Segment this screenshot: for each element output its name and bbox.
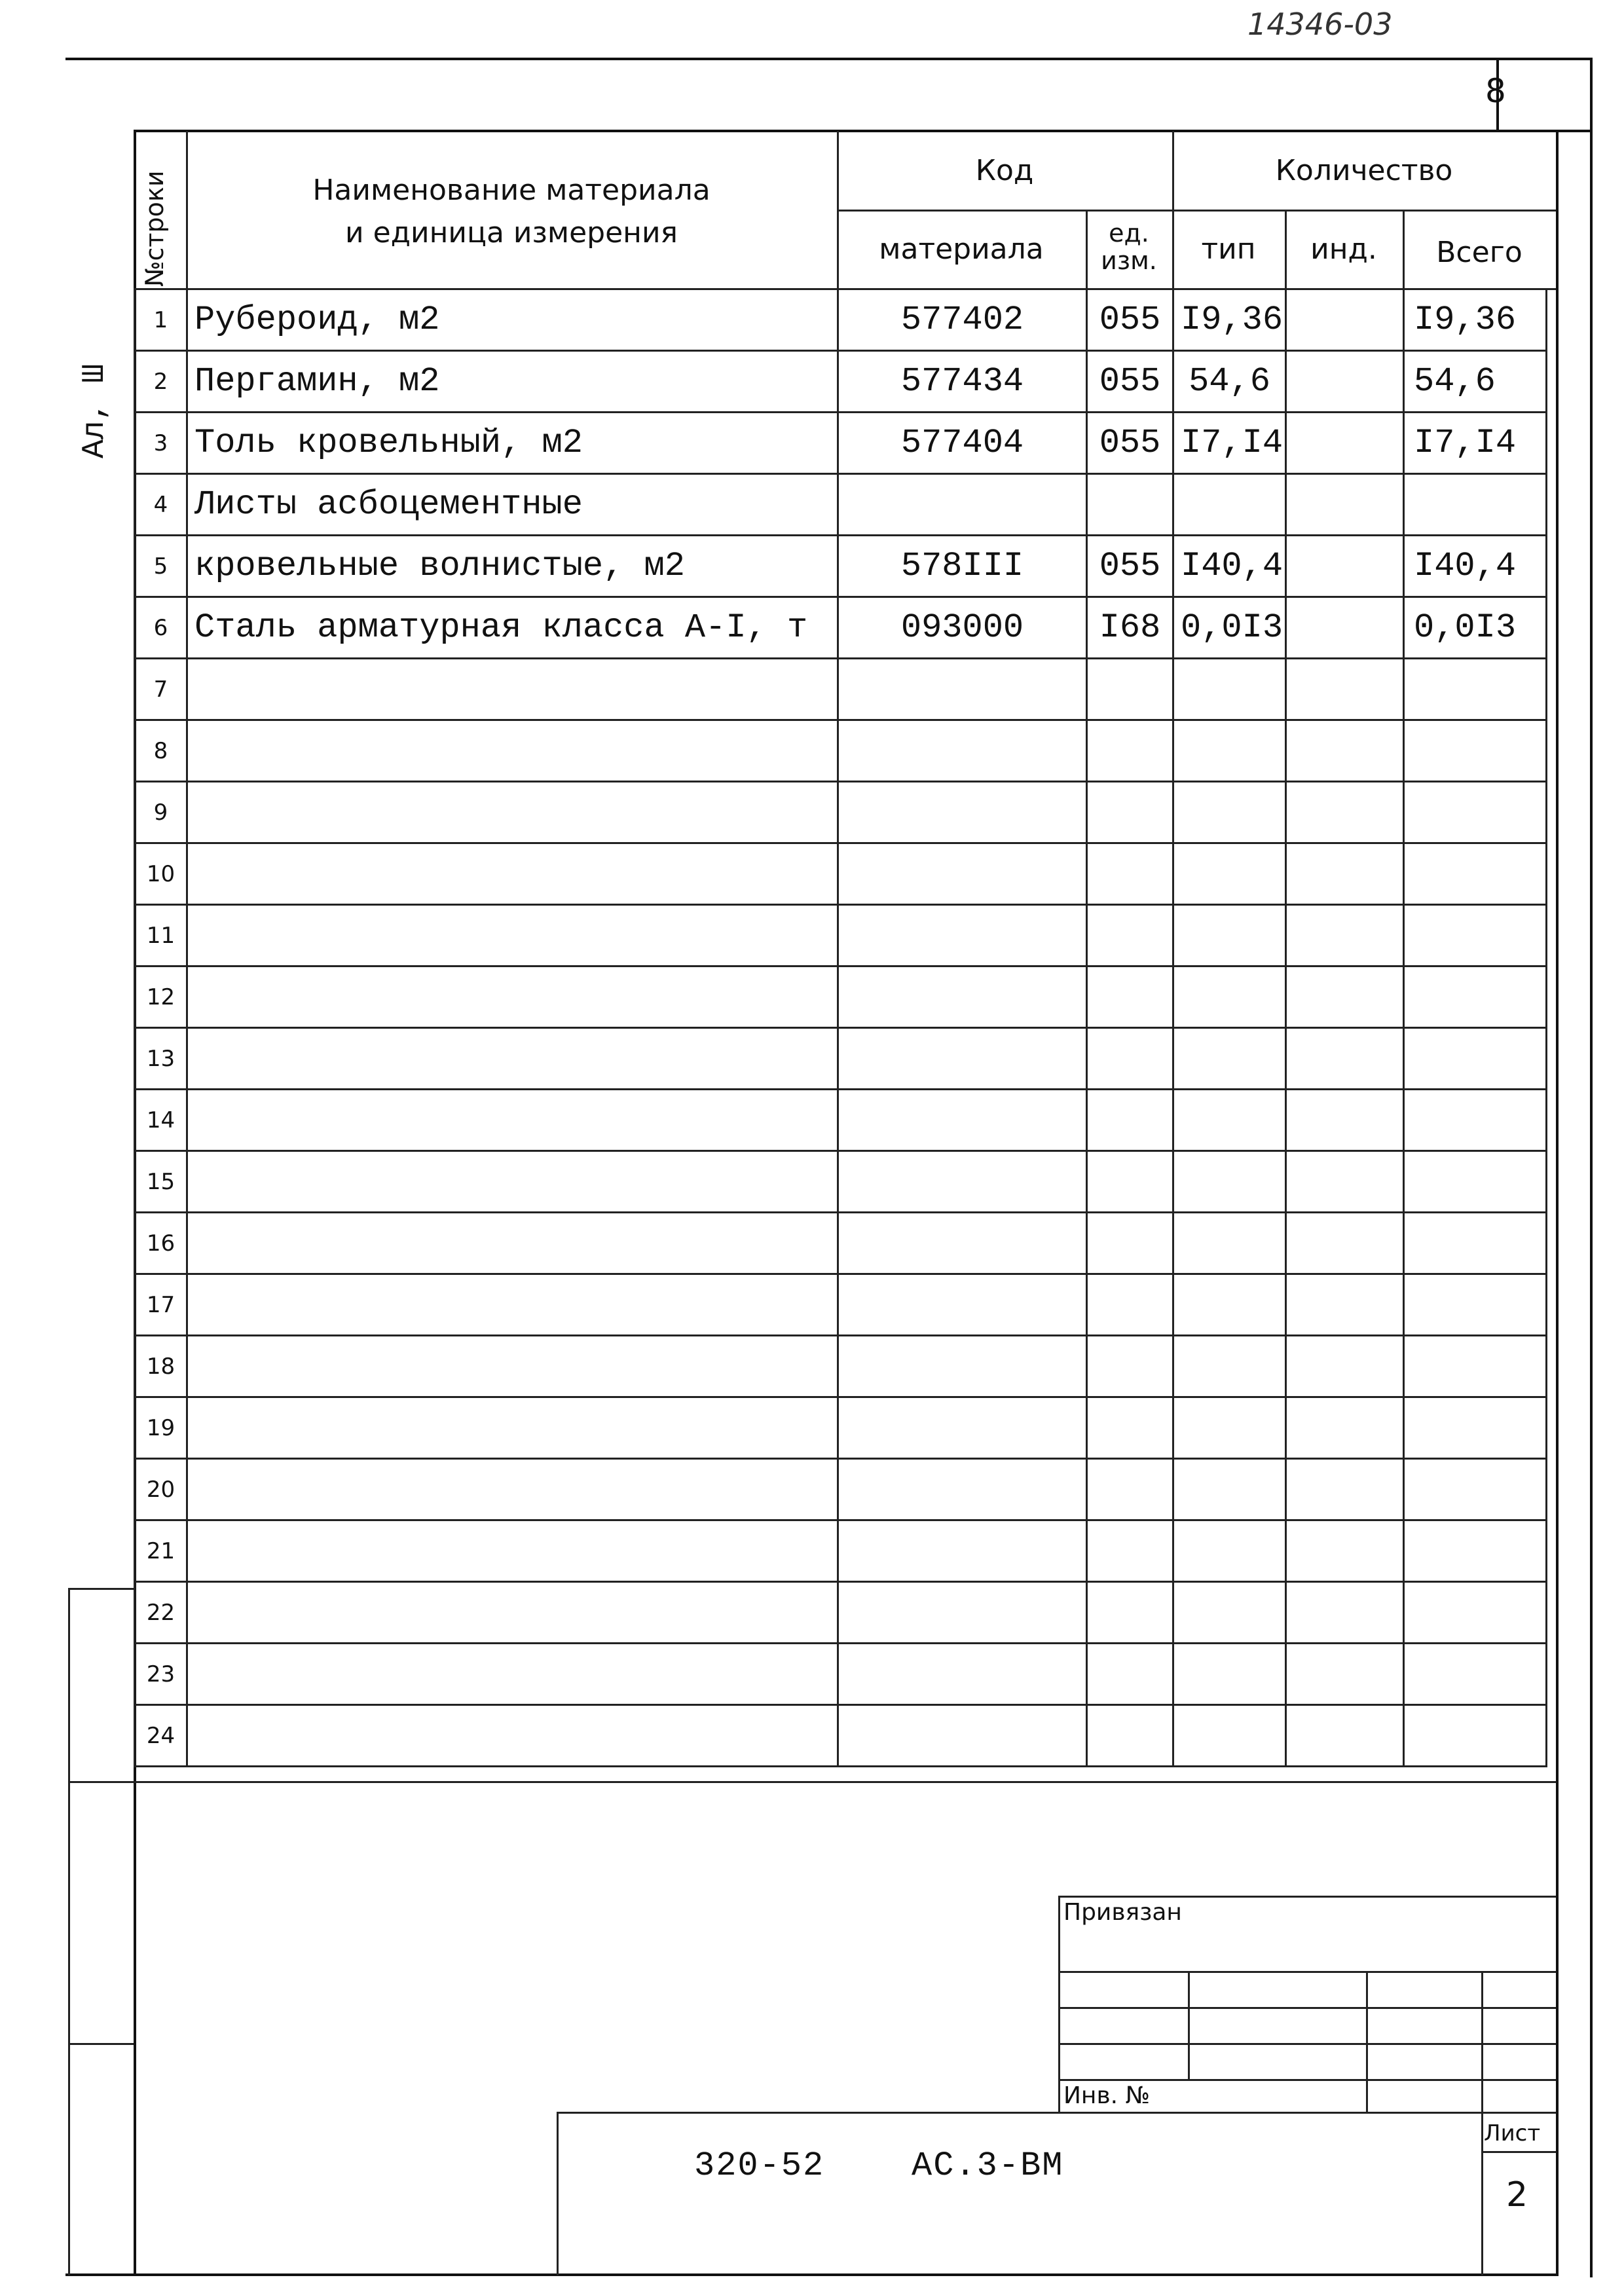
material-code-cell: 577404: [838, 413, 1087, 474]
row-number-cell: 21: [135, 1520, 187, 1582]
header-code-material: материала: [879, 232, 1044, 266]
qty-ind-cell: [1286, 351, 1404, 413]
frame-bottom-line: [65, 2273, 1559, 2276]
qty-total-cell: [1404, 720, 1547, 782]
header-qty-type: тип: [1201, 232, 1256, 266]
header-name-line2: и единица измерения: [344, 216, 678, 249]
table-row: [135, 1151, 1547, 1213]
row-number-cell: 10: [135, 843, 187, 905]
sheet-label: Лист: [1484, 2120, 1541, 2146]
side-mark: Ал, Ш: [77, 363, 113, 458]
qty-type-cell: [1173, 1705, 1286, 1767]
qty-type-cell: [1173, 1644, 1286, 1705]
table-row: [135, 1028, 1547, 1090]
table-row: [135, 1520, 1547, 1582]
row-number-cell: 18: [135, 1336, 187, 1397]
sheet-number-top: 8: [1485, 72, 1506, 110]
qty-ind-cell: [1286, 843, 1404, 905]
header-qty-ind: инд.: [1310, 232, 1377, 266]
left-strip-mid2: [68, 2043, 134, 2045]
material-code-cell: 577402: [838, 289, 1087, 351]
material-code-cell: [838, 966, 1087, 1028]
qty-total-cell: I9,36: [1404, 289, 1547, 351]
material-code-cell: [838, 1151, 1087, 1213]
header-qty-group: Количество: [1275, 154, 1453, 187]
row-number-cell: 6: [135, 597, 187, 659]
qty-total-cell: [1404, 1705, 1547, 1767]
sheet-value: 2: [1506, 2175, 1528, 2215]
qty-total-cell: [1404, 659, 1547, 720]
qty-total-cell: [1404, 905, 1547, 966]
material-name-cell: кровельные волнистые, м2: [187, 536, 838, 597]
unit-code-cell: [1087, 1274, 1173, 1336]
qty-ind-cell: [1286, 966, 1404, 1028]
stamp-col-2: [1366, 1971, 1368, 2112]
unit-code-cell: [1087, 1582, 1173, 1644]
qty-type-cell: [1173, 1520, 1286, 1582]
qty-type-cell: [1173, 474, 1286, 536]
qty-total-cell: [1404, 1459, 1547, 1520]
row-number-cell: 4: [135, 474, 187, 536]
qty-total-cell: [1404, 1582, 1547, 1644]
material-name-cell: Сталь арматурная класса А-I, т: [187, 597, 838, 659]
qty-total-cell: [1404, 843, 1547, 905]
qty-ind-cell: [1286, 597, 1404, 659]
material-name-cell: Пергамин, м2: [187, 351, 838, 413]
qty-total-cell: I7,I4: [1404, 413, 1547, 474]
sheet-box-bottom: [134, 130, 1591, 132]
qty-total-cell: [1404, 1397, 1547, 1459]
material-code-cell: [838, 1520, 1087, 1582]
qty-ind-cell: [1286, 1582, 1404, 1644]
unit-code-cell: [1087, 720, 1173, 782]
header-code-divider: [1086, 210, 1088, 289]
table-row: [135, 782, 1547, 843]
material-code-cell: [838, 1397, 1087, 1459]
header-code-group: Код: [975, 154, 1034, 187]
material-name-cell: [187, 1644, 838, 1705]
unit-code-cell: [1087, 782, 1173, 843]
material-code-cell: 577434: [838, 351, 1087, 413]
qty-ind-cell: [1286, 1213, 1404, 1274]
table-row: [135, 966, 1547, 1028]
table-row: [135, 536, 1547, 597]
table-row: [135, 1336, 1547, 1397]
unit-code-cell: [1087, 905, 1173, 966]
material-name-cell: [187, 1274, 838, 1336]
header-sub-line: [837, 210, 1556, 212]
header-name-line1: Наименование материала: [312, 174, 710, 207]
table-row: [135, 1090, 1547, 1151]
material-name-cell: [187, 1151, 838, 1213]
unit-code-cell: [1087, 1520, 1173, 1582]
qty-type-cell: [1173, 1582, 1286, 1644]
frame-inner-right-line: [1556, 131, 1559, 2275]
qty-total-cell: [1404, 1090, 1547, 1151]
frame-right-line: [1590, 58, 1593, 2277]
qty-ind-cell: [1286, 1090, 1404, 1151]
table-row: [135, 1644, 1547, 1705]
table-row: [135, 1705, 1547, 1767]
qty-type-cell: [1173, 1090, 1286, 1151]
qty-ind-cell: [1286, 413, 1404, 474]
unit-code-cell: I68: [1087, 597, 1173, 659]
row-number-cell: 8: [135, 720, 187, 782]
material-name-cell: [187, 659, 838, 720]
table-end-line: [134, 1781, 1556, 1783]
qty-ind-cell: [1286, 659, 1404, 720]
qty-type-cell: [1173, 905, 1286, 966]
qty-ind-cell: [1286, 782, 1404, 843]
table-row: [135, 1459, 1547, 1520]
table-row: [135, 1274, 1547, 1336]
material-code-cell: [838, 1028, 1087, 1090]
bound-label: Привязан: [1063, 1899, 1182, 1926]
material-code-cell: [838, 843, 1087, 905]
qty-type-cell: [1173, 1459, 1286, 1520]
document-code: 320-52 АС.3-ВМ: [694, 2146, 1064, 2185]
material-code-cell: [838, 1582, 1087, 1644]
inv-label: Инв. №: [1063, 2082, 1151, 2109]
qty-total-cell: [1404, 782, 1547, 843]
table-row: [135, 351, 1547, 413]
material-code-cell: [838, 1090, 1087, 1151]
qty-total-cell: [1404, 1644, 1547, 1705]
qty-type-cell: [1173, 782, 1286, 843]
unit-code-cell: [1087, 1459, 1173, 1520]
material-code-cell: [838, 1213, 1087, 1274]
table-row: [135, 1213, 1547, 1274]
material-name-cell: [187, 966, 838, 1028]
qty-type-cell: I7,I4: [1173, 413, 1286, 474]
row-number-cell: 11: [135, 905, 187, 966]
qty-total-cell: [1404, 474, 1547, 536]
sheet-cell-divider: [1481, 2151, 1556, 2153]
document-number: 14346-03: [1247, 7, 1393, 42]
row-number-cell: 16: [135, 1213, 187, 1274]
unit-code-cell: 055: [1087, 289, 1173, 351]
row-number-cell: 24: [135, 1705, 187, 1767]
material-code-cell: 093000: [838, 597, 1087, 659]
material-name-cell: [187, 1459, 838, 1520]
stamp-col-3: [1481, 1971, 1483, 2112]
table-row: [135, 413, 1547, 474]
qty-ind-cell: [1286, 1151, 1404, 1213]
qty-ind-cell: [1286, 1397, 1404, 1459]
qty-ind-cell: [1286, 1520, 1404, 1582]
row-number-cell: 3: [135, 413, 187, 474]
unit-code-cell: 055: [1087, 413, 1173, 474]
qty-type-cell: [1173, 1213, 1286, 1274]
row-number-cell: 22: [135, 1582, 187, 1644]
material-code-cell: [838, 1705, 1087, 1767]
materials-table: [134, 288, 1547, 1767]
qty-total-cell: [1404, 1028, 1547, 1090]
qty-ind-cell: [1286, 1336, 1404, 1397]
unit-code-cell: [1087, 1397, 1173, 1459]
row-number-cell: 1: [135, 289, 187, 351]
frame-top-line: [65, 58, 1591, 60]
material-code-cell: [838, 720, 1087, 782]
qty-total-cell: [1404, 1213, 1547, 1274]
qty-total-cell: [1404, 1520, 1547, 1582]
qty-ind-cell: [1286, 1644, 1404, 1705]
unit-code-cell: [1087, 843, 1173, 905]
qty-type-cell: [1173, 843, 1286, 905]
material-name-cell: [187, 1582, 838, 1644]
qty-type-cell: [1173, 1028, 1286, 1090]
header-rowno-divider: [186, 131, 188, 289]
row-number-cell: 20: [135, 1459, 187, 1520]
material-code-cell: 578III: [838, 536, 1087, 597]
qty-ind-cell: [1286, 1459, 1404, 1520]
row-number-cell: 7: [135, 659, 187, 720]
unit-code-cell: 055: [1087, 536, 1173, 597]
unit-code-cell: [1087, 1090, 1173, 1151]
table-row: [135, 1582, 1547, 1644]
material-name-cell: [187, 1397, 838, 1459]
material-code-cell: [838, 905, 1087, 966]
material-name-cell: [187, 843, 838, 905]
row-number-cell: 15: [135, 1151, 187, 1213]
unit-code-cell: [1087, 1644, 1173, 1705]
unit-code-cell: [1087, 1705, 1173, 1767]
qty-type-cell: [1173, 1151, 1286, 1213]
unit-code-cell: [1087, 1028, 1173, 1090]
qty-type-cell: I40,4: [1173, 536, 1286, 597]
qty-type-cell: [1173, 720, 1286, 782]
qty-type-cell: I9,36: [1173, 289, 1286, 351]
qty-total-cell: 54,6: [1404, 351, 1547, 413]
header-code-unit: ед. изм.: [1101, 219, 1157, 275]
row-number-cell: 2: [135, 351, 187, 413]
title-block-left: [557, 2112, 559, 2275]
unit-code-cell: [1087, 1213, 1173, 1274]
qty-ind-cell: [1286, 1274, 1404, 1336]
qty-total-cell: 0,0I3: [1404, 597, 1547, 659]
unit-code-cell: 055: [1087, 351, 1173, 413]
table-row: [135, 843, 1547, 905]
qty-total-cell: [1404, 1151, 1547, 1213]
left-strip-mid1: [68, 1781, 134, 1783]
qty-ind-cell: [1286, 1705, 1404, 1767]
material-name-cell: Толь кровельный, м2: [187, 413, 838, 474]
material-name-cell: [187, 1213, 838, 1274]
table-row: [135, 659, 1547, 720]
qty-type-cell: [1173, 1274, 1286, 1336]
qty-type-cell: [1173, 966, 1286, 1028]
material-code-cell: [838, 1644, 1087, 1705]
table-row: [135, 1397, 1547, 1459]
qty-ind-cell: [1286, 289, 1404, 351]
row-number-cell: 17: [135, 1274, 187, 1336]
qty-ind-cell: [1286, 536, 1404, 597]
title-block-top: [557, 2112, 1556, 2114]
qty-ind-cell: [1286, 720, 1404, 782]
qty-type-cell: [1173, 659, 1286, 720]
stamp-col-1: [1188, 1971, 1190, 2079]
sheet-cell-left: [1481, 2112, 1483, 2275]
material-name-cell: [187, 720, 838, 782]
table-row: [135, 474, 1547, 536]
material-name-cell: [187, 905, 838, 966]
material-code-cell: [838, 1274, 1087, 1336]
header-qty-total: Всего: [1436, 236, 1522, 269]
row-number-cell: 13: [135, 1028, 187, 1090]
material-name-cell: Листы асбоцементные: [187, 474, 838, 536]
unit-code-cell: [1087, 659, 1173, 720]
material-name-cell: [187, 1520, 838, 1582]
row-number-cell: 19: [135, 1397, 187, 1459]
unit-code-cell: [1087, 474, 1173, 536]
material-name-cell: Рубероид, м2: [187, 289, 838, 351]
qty-total-cell: [1404, 966, 1547, 1028]
qty-type-cell: 54,6: [1173, 351, 1286, 413]
table-row: [135, 597, 1547, 659]
unit-code-cell: [1087, 1151, 1173, 1213]
qty-type-cell: [1173, 1397, 1286, 1459]
qty-type-cell: [1173, 1336, 1286, 1397]
material-code-cell: [838, 659, 1087, 720]
material-name-cell: [187, 1336, 838, 1397]
row-number-cell: 23: [135, 1644, 187, 1705]
left-strip-top: [68, 1588, 134, 1590]
material-code-cell: [838, 1459, 1087, 1520]
table-row: [135, 289, 1547, 351]
row-number-cell: 12: [135, 966, 187, 1028]
stamp-top-line: [1058, 1896, 1556, 1898]
qty-total-cell: [1404, 1274, 1547, 1336]
qty-total-cell: I40,4: [1404, 536, 1547, 597]
table-row: [135, 720, 1547, 782]
row-number-cell: 14: [135, 1090, 187, 1151]
material-code-cell: [838, 474, 1087, 536]
table-row: [135, 905, 1547, 966]
material-name-cell: [187, 782, 838, 843]
qty-ind-cell: [1286, 1028, 1404, 1090]
row-number-cell: 9: [135, 782, 187, 843]
qty-ind-cell: [1286, 905, 1404, 966]
qty-ind-cell: [1286, 474, 1404, 536]
material-name-cell: [187, 1028, 838, 1090]
material-code-cell: [838, 782, 1087, 843]
row-number-cell: 5: [135, 536, 187, 597]
unit-code-cell: [1087, 1336, 1173, 1397]
unit-code-cell: [1087, 966, 1173, 1028]
header-row-number: №строки: [140, 170, 169, 287]
material-code-cell: [838, 1336, 1087, 1397]
left-strip-line: [68, 1588, 70, 2275]
qty-total-cell: [1404, 1336, 1547, 1397]
material-name-cell: [187, 1090, 838, 1151]
material-name-cell: [187, 1705, 838, 1767]
qty-type-cell: 0,0I3: [1173, 597, 1286, 659]
